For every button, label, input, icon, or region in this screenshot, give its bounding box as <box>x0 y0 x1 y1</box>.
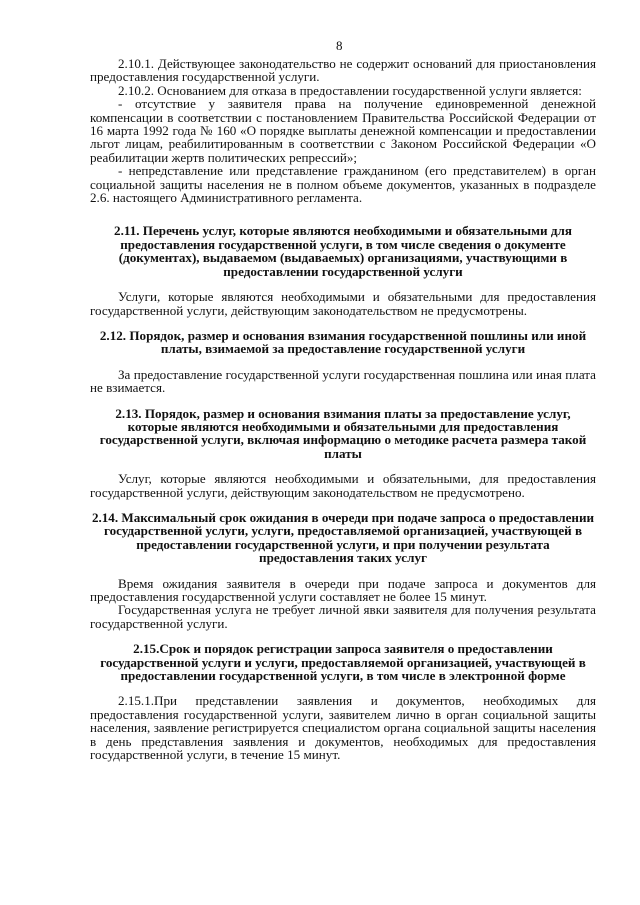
document-body <box>90 57 596 761</box>
heading-2-11: 2.11. Перечень услуг, которые являются необходимыми и обязательными для предоставления государственной услуги, в том числе сведения о документе (документах), выдаваемом (выдаваемых) организациями, участвующими в предоставлении государственной услуги <box>114 223 572 279</box>
paragraph-2-14-wait: Время ожидания заявителя в очереди при подаче запроса и документов для предоставления государственной услуги составляет не более 15 минут. <box>90 575 596 604</box>
heading-2-14: 2.14. Максимальный срок ожидания в очереди при подаче запроса о предоставлении государственной услуги, услуги, предоставляемой организацией, участвующей в предоставлении государственной услуги, и при получении результата предоставления таких услуг <box>91 509 595 566</box>
paragraph-2-15-1: 2.15.1.При представлении заявления и документов, необходимых для предоставления государственной услуги, заявителем лично в орган социальной защиты населения, заявление регистрируется специалистом органа социальной защиты населения в день представления заявления и документов, необходимых для предоставления государственной услуги, в течение 15 минут. <box>90 693 596 763</box>
paragraph-2-14-presence: Государственная услуга не требует личной явки заявителя для получения результата государственной услуги. <box>90 602 596 631</box>
heading-2-15: 2.15.Срок и порядок регистрации запроса заявителя о предоставлении государственной услуги и услуги, предоставляемой организацией, участвующей в предоставлении государственной услуги, в том числе в электронной форме <box>100 641 586 684</box>
refusal-ground-2: - непредставление или представление гражданином (его представителем) в орган социальной защиты населения не в полном объеме документов, указанных в подразделе 2.6. настоящего Административного регламента. <box>90 163 596 206</box>
paragraph-2-10-2: 2.10.2. Основанием для отказа в предоставлении государственной услуги является: <box>118 82 582 98</box>
paragraph-2-13: Услуг, которые являются необходимыми и обязательными, для предоставления государственной услуги, действующим законодательством не предусмотрено. <box>90 471 596 500</box>
heading-2-13: 2.13. Порядок, размер и основания взимания платы за предоставление услуг, которые являются необходимыми и обязательными для предоставления государственной услуги, включая информацию о методике расчета размера такой платы <box>99 405 587 461</box>
refusal-ground-1: - отсутствие у заявителя права на получение единовременной денежной компенсации в соответствии с постановлением Правительства Российской Федерации от 16 марта 1992 года № 160 «О порядке выплаты денежной компенсации и предоставлении льгот лицам, реабилитированным в соответствии с Законом Российской Федерации «О реабилитации жертв политических репрессий»; <box>90 96 596 165</box>
paragraph-2-10-1: 2.10.1. Действующее законодательство не содержит оснований для приостановления предоставления государственной услуги. <box>90 56 596 85</box>
heading-2-12: 2.12. Порядок, размер и основания взимания государственной пошлины или иной платы, взимаемой за предоставление государственной услуги <box>99 327 587 357</box>
page-number: 8 <box>336 38 343 53</box>
paragraph-2-11: Услуги, которые являются необходимыми и обязательными для предоставления государственной услуги, действующим законодательством не предусмотрены. <box>90 289 596 318</box>
paragraph-2-12: За предоставление государственной услуги государственная пошлина или иная плата не взимается. <box>90 366 596 396</box>
